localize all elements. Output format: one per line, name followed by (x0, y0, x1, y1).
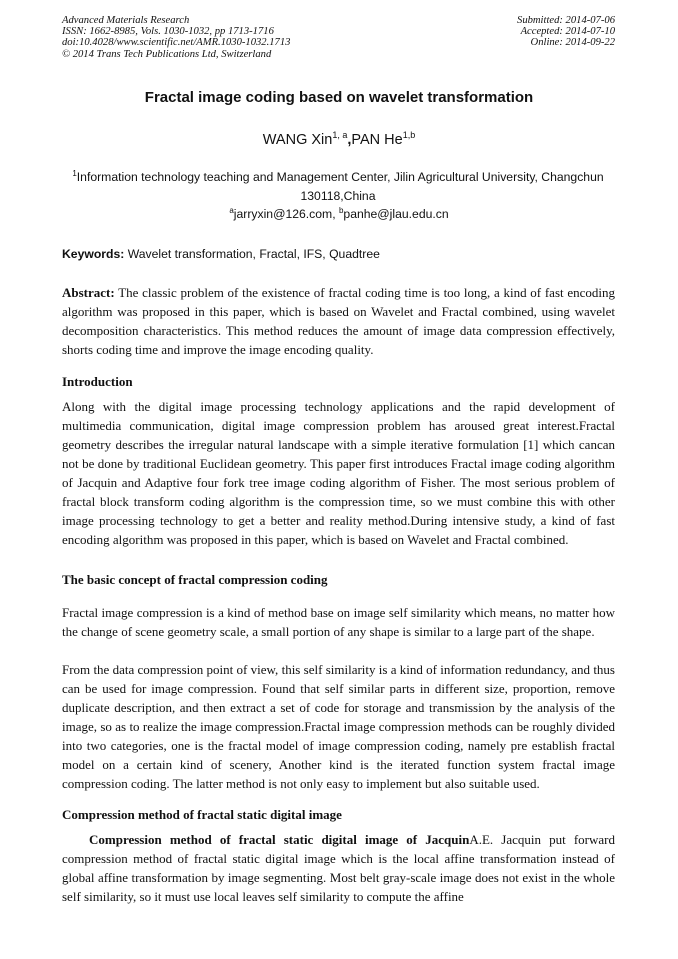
affiliation-text: Information technology teaching and Management Center, Jilin Agricultural University, Changchun 130118,China (76, 170, 604, 204)
date-online: Online: 2014-09-22 (530, 37, 615, 49)
introduction-text: Along with the digital image processing technology applications and the rapid development of multimedia communication, digital image compression problem has aroused great interest.Fractal geometry describes the irregular natural landscape with a simple iterative formulation [1] which cancan not be done by traditional Euclidean geometry. This paper first introduces Fractal image coding algorithm of Jacquin and Adaptive four fork tree image coding algorithm of Fisher. The most serious problem of fractal block transform coding algorithm is the compression time, so we must combine this with other image processing technology to get a better and reality method.During intensive study, a kind of fast encoding algorithm was proposed in this paper, which is based on Wavelet and Fractal combined. (62, 399, 615, 547)
author-line (0, 130, 678, 148)
keywords-label: Keywords: (62, 247, 125, 261)
journal-issn: ISSN: 1662-8985, Vols. 1030-1032, pp 1713-1716 (62, 26, 274, 38)
affiliation-marker: 1 (72, 169, 77, 178)
email-a-marker: a (229, 206, 234, 215)
author-2-affiliation: 1,b (402, 130, 416, 140)
journal-doi: doi:10.4028/www.scientific.net/AMR.1030-1032.1713 (62, 37, 291, 49)
keywords-text: Wavelet transformation, Fractal, IFS, Quadtree (124, 247, 380, 261)
email-line (0, 206, 678, 221)
author-2: PAN He (351, 131, 403, 148)
abstract-text: The classic problem of the existence of fractal coding time is too long, a kind of fast encoding algorithm was proposed in this paper, which is based on Wavelet and Fractal combined, using wavelet decomposition characteristics. This method reduces the amount of image data compression effectively, shorts coding time and improve the image encoding quality. (62, 285, 615, 357)
static-method-body: A.E. Jacquin put forward compression method of fractal static digital image which is the local affine transformation instead of global affine transformation by image segmenting. Most belt gray-scale image does not exist in the whole self similarity, so it must use local leaves self similarity to compute the affine (62, 832, 615, 904)
affiliation (62, 164, 614, 206)
paper-title: Fractal image coding based on wavelet transformation (144, 89, 534, 106)
introduction-heading: Introduction (62, 374, 133, 389)
date-submitted: Submitted: 2014-07-06 (517, 15, 615, 26)
abstract (62, 283, 615, 359)
static-method-lead: Compression method of fractal static digital image of Jacquin (89, 832, 470, 847)
journal-copyright: © 2014 Trans Tech Publications Ltd, Switzerland (62, 48, 272, 60)
email-b: panhe@jlau.edu.cn (343, 207, 449, 222)
journal-name: Advanced Materials Research (62, 15, 190, 26)
date-accepted: Accepted: 2014-07-10 (520, 26, 615, 38)
email-b-marker: b (338, 206, 344, 215)
journal-info (62, 15, 290, 60)
basic-concept-heading: The basic concept of fractal compression coding (62, 572, 328, 587)
abstract-label: Abstract: (62, 285, 115, 300)
basic-concept-para-1: Fractal image compression is a kind of method base on image self similarity which means, no matter how the change of scene geometry scale, a small portion of any shape is similar to a large part of the shape. (62, 605, 615, 639)
static-method-text (62, 830, 615, 906)
keywords (62, 247, 380, 261)
author-1-affiliation: 1, a (332, 130, 348, 140)
publication-dates (517, 15, 615, 49)
author-1: WANG Xin (262, 131, 333, 148)
email-a: jarryxin@126.com, (233, 207, 339, 222)
author-separator: , (347, 131, 352, 148)
basic-concept-para-2: From the data compression point of view, this self similarity is a kind of information redundancy, and thus can be used for image compression. Found that self similar parts in different size, proportion, remove duplicate description, and then extract a set of code for storage and transmission by the analysis of the image, so as to realize the image compression.Fractal image compression methods can be roughly divided into two categories, one is the fractal model of image compression coding, namely pre establish fractal model on a certain kind of scenery, Another kind is the iterated function system fractal image compression coding. The latter method is not only easy to implement but also suitable used. (62, 662, 615, 791)
static-method-heading: Compression method of fractal static digital image (62, 807, 342, 822)
